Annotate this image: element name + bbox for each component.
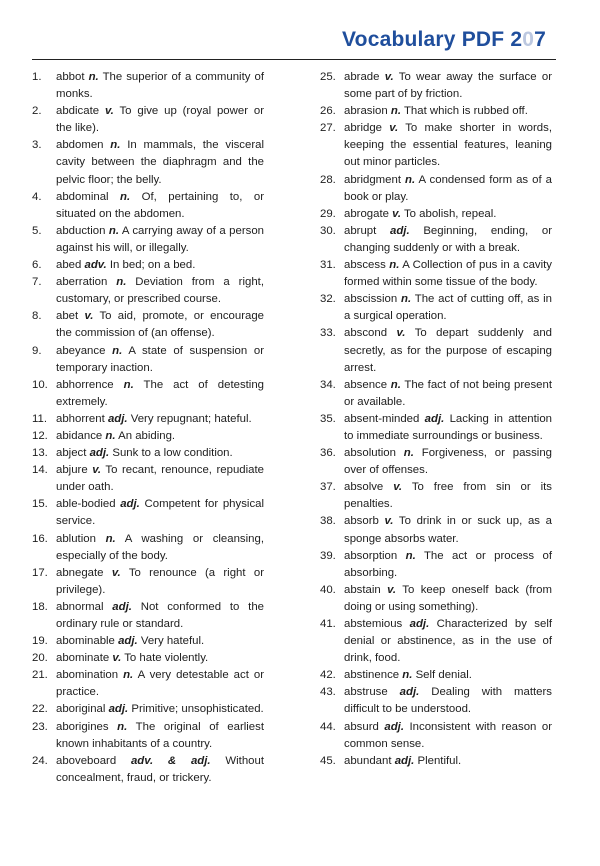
entry-definition: Deviation from a right, customary, or prescribed course. [56, 276, 265, 306]
entry-term: absence [344, 378, 388, 391]
entry-part-of-speech: n. [105, 429, 116, 442]
entry-text [344, 257, 552, 291]
entry-number: 3. [32, 139, 42, 152]
entry-number: 9. [32, 344, 42, 357]
entry-number: 21. [32, 669, 48, 682]
entry-number: 31. [320, 259, 336, 272]
entry-text [56, 274, 264, 308]
vocab-entry [320, 103, 552, 120]
entry-part-of-speech: n. [390, 378, 401, 391]
vocab-entry [320, 684, 552, 718]
entry-term: abscess [344, 259, 386, 272]
entry-number: 27. [320, 122, 336, 135]
entry-part-of-speech: n. [105, 532, 116, 545]
vocab-entry [32, 496, 264, 530]
entry-part-of-speech: v. [389, 122, 399, 135]
vocab-entry [32, 531, 264, 565]
entry-text [344, 223, 552, 257]
entry-number: 12. [32, 429, 48, 442]
entry-definition: The fact of not being present or available. [344, 378, 552, 408]
entry-text [344, 616, 552, 667]
entry-definition: To make shorter in words, keeping the essential features, leaning out minor particles. [344, 122, 552, 169]
entry-definition: Self denial. [415, 669, 472, 682]
entry-number: 22. [32, 703, 48, 716]
entry-part-of-speech: n. [390, 105, 401, 118]
entry-text [56, 633, 264, 650]
entry-term: abridgment [344, 173, 401, 186]
entry-term: abstinence [344, 669, 400, 682]
entry-number: 13. [32, 447, 48, 460]
vocab-entry [32, 137, 264, 188]
entry-text [344, 69, 552, 103]
entry-number: 34. [320, 378, 336, 391]
entry-text [344, 513, 552, 547]
entry-number: 33. [320, 327, 336, 340]
entry-number: 10. [32, 378, 48, 391]
entry-part-of-speech: adj. [390, 224, 410, 237]
entry-part-of-speech: n. [110, 139, 121, 152]
entry-term: aboveboard [56, 754, 117, 767]
entry-text [344, 291, 552, 325]
entry-part-of-speech: v. [384, 515, 394, 528]
right-column [320, 69, 552, 770]
entry-term: abhorrent [56, 412, 105, 425]
entry-term: ablution [56, 532, 96, 545]
entry-number: 4. [32, 190, 42, 203]
vocab-entry [32, 189, 264, 223]
entry-definition: To keep oneself back (from doing or using something). [344, 583, 552, 613]
entry-part-of-speech: n. [88, 71, 99, 83]
vocab-entry [320, 719, 552, 753]
vocab-entry [320, 69, 552, 103]
entry-number: 35. [320, 412, 336, 425]
entry-number: 15. [32, 498, 48, 511]
entry-definition: Characterized by self denial or abstinence, as in the use of drink, food. [344, 618, 553, 665]
entry-definition: A washing or cleansing, especially of the body. [56, 532, 264, 562]
entry-part-of-speech: n. [108, 224, 120, 237]
entry-term: abject [56, 447, 87, 460]
entry-term: abdominal [56, 190, 109, 203]
entry-number: 42. [320, 669, 336, 682]
entry-definition: To depart suddenly and secretly, as for the purpose of escaping arrest. [344, 327, 552, 374]
entry-definition: To drink in or suck up, as a sponge absorbs water. [344, 515, 552, 545]
vocab-entry [320, 548, 552, 582]
entry-term: abrogate [344, 207, 389, 220]
entry-part-of-speech: v. [393, 481, 403, 494]
entry-text [56, 69, 264, 103]
entry-text [56, 257, 264, 274]
entry-part-of-speech: v. [387, 583, 397, 596]
entry-number: 26. [320, 105, 336, 118]
entry-number: 37. [320, 481, 336, 494]
entry-part-of-speech: n. [123, 378, 134, 391]
entry-number: 32. [320, 293, 336, 306]
entry-text [56, 411, 264, 428]
vocab-entry [320, 582, 552, 616]
vocab-entry [320, 291, 552, 325]
entry-definition: To free from sin or its penalties. [344, 481, 552, 511]
entry-number: 41. [320, 618, 336, 630]
entry-text [344, 103, 552, 120]
entry-text [344, 684, 552, 718]
entry-definition: Forgiveness, or passing over of offenses. [344, 447, 553, 477]
entry-part-of-speech: v. [92, 464, 102, 477]
entry-text [344, 325, 552, 376]
vocab-entry [320, 120, 552, 171]
entry-term: absurd [344, 720, 379, 733]
entry-part-of-speech: v. [111, 566, 121, 579]
entry-part-of-speech: adv. [84, 259, 107, 272]
entry-definition: The act of detesting extremely. [56, 378, 265, 408]
entry-definition: In bed; on a bed. [109, 259, 196, 272]
entry-definition: To give up (royal power or the like). [56, 105, 264, 135]
entry-text [344, 206, 552, 223]
entry-number: 5. [32, 224, 42, 237]
entry-term: abdicate [56, 105, 100, 118]
entry-term: abhorrence [56, 378, 114, 391]
entry-text [56, 189, 264, 223]
entry-part-of-speech: adj. [118, 635, 138, 648]
entry-number: 11. [32, 412, 47, 425]
entry-term: abbot [56, 71, 85, 83]
entry-part-of-speech: v. [104, 105, 114, 118]
entry-text [344, 445, 552, 479]
entry-number: 1. [32, 71, 42, 83]
title-text: Vocabulary PDF 2 [342, 28, 523, 51]
entry-text [56, 445, 264, 462]
header-divider [32, 59, 556, 60]
entry-definition: Very repugnant; hateful. [130, 412, 252, 425]
entry-text [56, 103, 264, 137]
entry-term: abstruse [344, 686, 388, 699]
entry-number: 18. [32, 600, 48, 613]
vocab-entry [320, 377, 552, 411]
entry-number: 39. [320, 549, 336, 562]
entry-term: abed [56, 259, 82, 272]
entry-number: 8. [32, 310, 42, 323]
entry-text [344, 719, 552, 753]
vocab-entry [32, 257, 264, 274]
entry-text [56, 428, 264, 445]
entry-part-of-speech: adj. [89, 447, 110, 460]
vocab-entry [320, 325, 552, 376]
vocab-entry [32, 428, 264, 445]
entry-definition: To renounce (a right or privilege). [56, 566, 264, 596]
entry-number: 45. [320, 754, 336, 767]
entry-text [344, 411, 552, 445]
entry-number: 43. [320, 686, 336, 699]
entry-term: aberration [56, 276, 108, 289]
entry-part-of-speech: n. [389, 259, 400, 272]
entry-definition: Lacking in attention to immediate surroundings or business. [344, 412, 552, 442]
entry-term: abundant [344, 754, 392, 767]
vocab-entry [320, 223, 552, 257]
vocab-entry [32, 565, 264, 599]
entry-number: 40. [320, 583, 336, 596]
vocab-entry [32, 719, 264, 753]
entry-text [56, 223, 264, 257]
entry-text [56, 496, 264, 530]
entry-number: 2. [32, 105, 42, 118]
entry-term: abeyance [56, 344, 106, 357]
vocab-entry [32, 308, 264, 342]
entry-text [56, 650, 264, 667]
vocab-entry [32, 103, 264, 137]
vocab-entry [32, 343, 264, 377]
entry-term: abscond [344, 327, 388, 340]
entry-part-of-speech: adj. [409, 618, 430, 630]
vocab-entry [320, 206, 552, 223]
entry-definition: Without concealment, fraud, or trickery. [56, 754, 264, 784]
vocab-entry [320, 513, 552, 547]
vocab-entry [320, 445, 552, 479]
entry-definition: Dealing with matters difficult to be understood. [344, 686, 552, 716]
entry-term: absent-minded [344, 412, 420, 425]
entry-text [56, 137, 264, 188]
entry-definition: Sunk to a low condition. [112, 447, 233, 460]
entry-text [344, 120, 552, 171]
entry-term: abscission [344, 293, 398, 306]
entry-part-of-speech: adj. [112, 600, 132, 613]
entry-number: 38. [320, 515, 336, 528]
entry-definition: The original of earliest known inhabitants of a country. [56, 720, 264, 750]
entry-definition: The act of cutting off, as in a surgical operation. [344, 293, 552, 323]
vocab-entry [32, 445, 264, 462]
vocab-entry [32, 701, 264, 718]
entry-part-of-speech: n. [116, 276, 127, 289]
entry-part-of-speech: adj. [108, 703, 129, 716]
entry-text [56, 308, 264, 342]
entry-text [56, 667, 264, 701]
entry-text [56, 343, 264, 377]
entry-text [56, 719, 264, 753]
entry-part-of-speech: n. [117, 720, 128, 733]
vocab-entry [320, 753, 552, 770]
entry-term: abominable [56, 635, 115, 648]
entry-term: absorb [344, 515, 379, 528]
entry-term: abet [56, 310, 79, 323]
entry-term: abstemious [344, 618, 403, 630]
entry-term: able-bodied [56, 498, 116, 511]
vocab-entry [32, 462, 264, 496]
entry-number: 17. [32, 566, 48, 579]
entry-number: 24. [32, 754, 48, 767]
entry-text [56, 753, 264, 787]
entry-part-of-speech: v. [84, 310, 94, 323]
vocab-entry [32, 650, 264, 667]
entry-definition: That which is rubbed off. [403, 105, 528, 118]
entry-number: 16. [32, 532, 48, 545]
entry-part-of-speech: adj. [384, 720, 404, 733]
entry-term: abduction [56, 224, 106, 237]
entry-term: aboriginal [56, 703, 106, 716]
entry-definition: The act or process of absorbing. [344, 549, 552, 579]
entry-number: 20. [32, 652, 48, 665]
entry-text [56, 462, 264, 496]
entry-term: abrasion [344, 105, 388, 118]
entry-part-of-speech: v. [112, 652, 122, 665]
entry-text [344, 479, 552, 513]
entry-definition: Very hateful. [140, 635, 205, 648]
entry-part-of-speech: v. [396, 327, 406, 340]
entry-text [344, 667, 552, 684]
entry-definition: Not conformed to the ordinary rule or standard. [56, 600, 264, 630]
entry-definition: In mammals, the visceral cavity between the diaphragm and the pelvic floor; the belly. [56, 139, 264, 186]
vocab-entry [32, 599, 264, 633]
entry-part-of-speech: adj. [399, 686, 420, 699]
entry-part-of-speech: n. [112, 344, 123, 357]
entry-number: 25. [320, 71, 336, 83]
entry-part-of-speech: v. [384, 71, 394, 83]
entry-number: 29. [320, 207, 336, 220]
vocab-entry [320, 479, 552, 513]
entry-term: abrade [344, 71, 380, 83]
vocab-entry [32, 633, 264, 650]
entry-term: abnegate [56, 566, 104, 579]
entry-definition: Inconsistent with reason or common sense. [344, 720, 553, 750]
entry-part-of-speech: n. [402, 669, 413, 682]
entry-term: abrupt [344, 224, 377, 237]
entry-part-of-speech: v. [392, 207, 402, 220]
entry-part-of-speech: n. [405, 549, 416, 562]
entry-number: 7. [32, 276, 42, 289]
title-faded-digit: 0 [522, 28, 535, 51]
entry-term: abidance [56, 429, 103, 442]
page-title [342, 28, 546, 52]
entry-definition: Beginning, ending, or changing suddenly or with a break. [344, 224, 552, 254]
entry-part-of-speech: adv. & adj. [130, 754, 211, 767]
entry-text [344, 582, 552, 616]
vocab-entry [32, 377, 264, 411]
entry-text [344, 172, 552, 206]
entry-definition: A very detestable act or practice. [56, 669, 264, 699]
entry-text [56, 599, 264, 633]
entry-number: 23. [32, 720, 48, 733]
entry-part-of-speech: n. [123, 669, 134, 682]
entry-part-of-speech: adj. [107, 412, 128, 425]
entry-term: abjure [56, 464, 88, 477]
entry-definition: An abiding. [118, 429, 176, 442]
entry-definition: A carrying away of a person against his will, or illegally. [56, 224, 264, 254]
entry-definition: Primitive; unsophisticated. [131, 703, 264, 716]
entry-definition: The superior of a community of monks. [56, 71, 264, 101]
vocab-entry [32, 69, 264, 103]
entry-text [344, 548, 552, 582]
entry-definition: A state of suspension or temporary inaction. [56, 344, 265, 374]
entry-term: absolve [344, 481, 384, 494]
entry-part-of-speech: n. [120, 190, 131, 203]
vocab-entry [32, 667, 264, 701]
entry-text [56, 531, 264, 565]
entry-term: abdomen [56, 139, 104, 152]
entry-number: 30. [320, 224, 336, 237]
entry-part-of-speech: adj. [424, 412, 445, 425]
entry-part-of-speech: n. [401, 293, 412, 306]
entry-number: 28. [320, 173, 336, 186]
entry-number: 36. [320, 447, 336, 460]
entry-text [344, 753, 552, 770]
title-end-digit: 7 [534, 28, 546, 51]
vocab-entry [320, 667, 552, 684]
entry-part-of-speech: n. [405, 173, 416, 186]
vocab-entry [320, 616, 552, 667]
entry-term: absorption [344, 549, 398, 562]
vocab-entry [32, 753, 264, 787]
entry-definition: Of, pertaining to, or situated on the abdomen. [56, 190, 265, 220]
entry-term: abstain [344, 583, 381, 596]
entry-number: 44. [320, 720, 336, 733]
entry-definition: To abolish, repeal. [403, 207, 497, 220]
vocab-entry [32, 223, 264, 257]
vocab-entry [32, 274, 264, 308]
entry-term: abomination [56, 669, 119, 682]
entry-definition: To aid, promote, or encourage the commission of (an offense). [56, 310, 264, 340]
entry-term: abnormal [56, 600, 104, 613]
entry-text [56, 565, 264, 599]
entry-part-of-speech: adj. [394, 754, 415, 767]
entry-text [344, 377, 552, 411]
entry-term: absolution [344, 447, 396, 460]
entry-definition: A Collection of pus in a cavity formed within some tissue of the body. [344, 259, 552, 289]
entry-text [56, 701, 264, 718]
vocab-entry [320, 257, 552, 291]
entry-part-of-speech: adj. [120, 498, 140, 511]
entry-definition: To hate violently. [124, 652, 209, 665]
left-column [32, 69, 264, 787]
vocab-entry [32, 411, 264, 428]
entry-number: 6. [32, 259, 42, 272]
entry-text [56, 377, 264, 411]
entry-definition: To recant, renounce, repudiate under oath. [56, 464, 264, 494]
entry-part-of-speech: n. [403, 447, 414, 460]
vocab-entry [320, 411, 552, 445]
vocab-entry [320, 172, 552, 206]
entry-term: abominate [56, 652, 110, 665]
entry-definition: To wear away the surface or some part of by friction. [344, 71, 553, 101]
entry-term: abridge [344, 122, 382, 135]
entry-term: aborigines [56, 720, 109, 733]
entry-number: 19. [32, 635, 48, 648]
entry-number: 14. [32, 464, 48, 477]
entry-definition: A condensed form as of a book or play. [344, 173, 552, 203]
entry-definition: Competent for physical service. [56, 498, 265, 528]
entry-definition: Plentiful. [417, 754, 462, 767]
